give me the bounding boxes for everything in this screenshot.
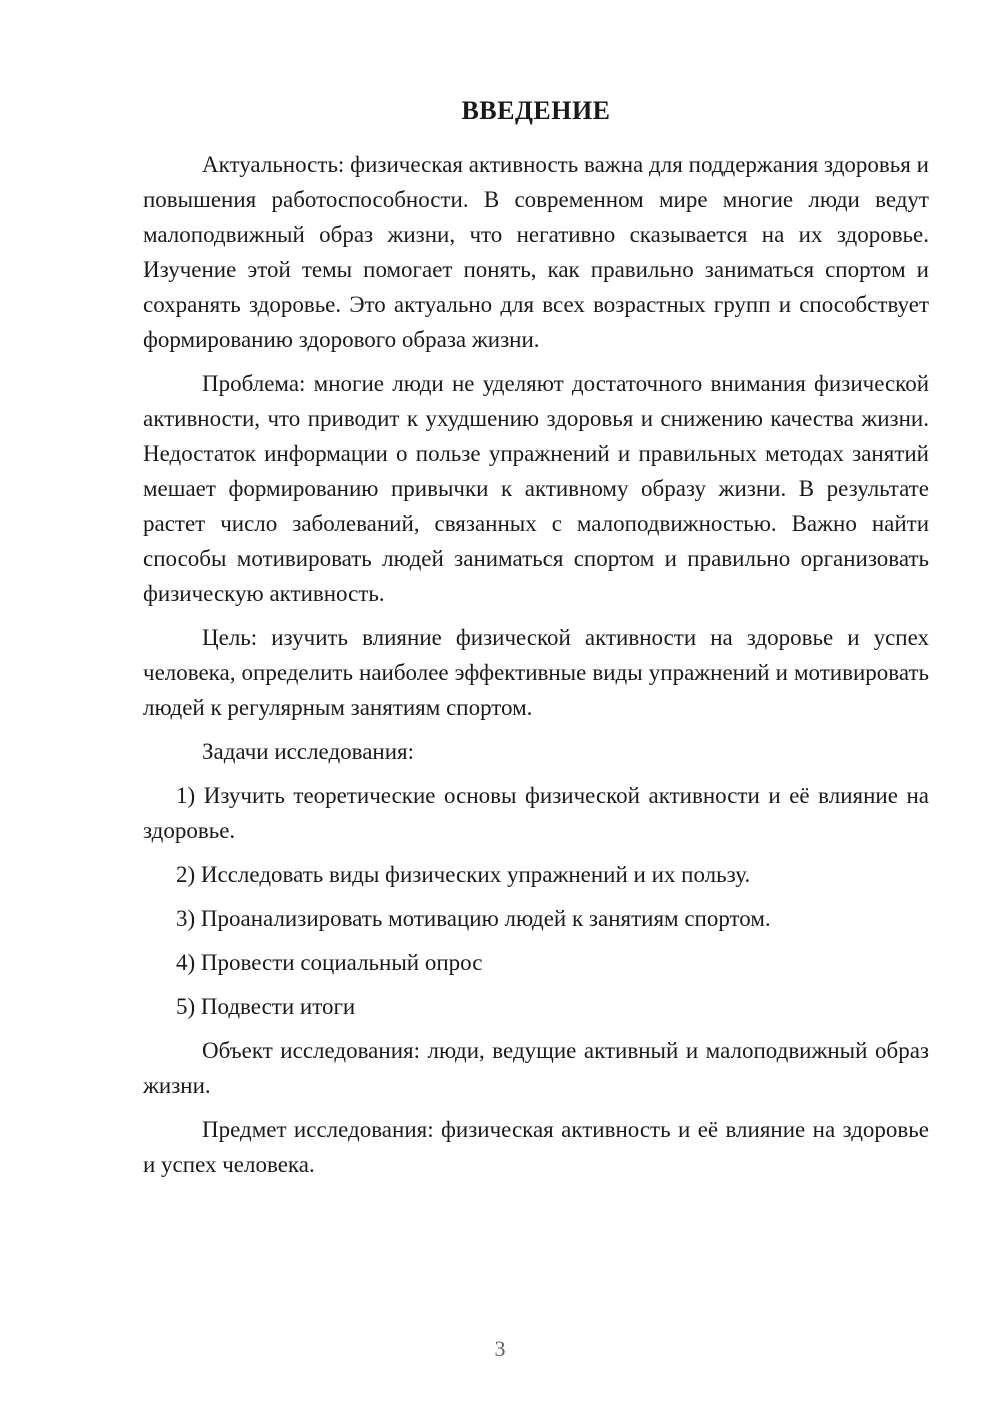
paragraph-tasks-heading: Задачи исследования: (202, 739, 415, 764)
section-title: ВВЕДЕНИЕ (461, 96, 611, 125)
task-item-1: 1) Изучить теоретические основы физической активности и её влияние на здоровье. (143, 783, 929, 843)
paragraph-relevance: Актуальность: физическая активность важна для поддержания здоровья и повышения работоспособности. В современном мире многие люди ведут малоподвижный образ жизни, что негативно сказывается на их здоровье. Изучение этой темы помогает понять, как правильно заниматься спортом и сохранять здоровье. Это актуально для всех возрастных групп и способствует формированию здорового образа жизни. (143, 152, 929, 352)
paragraph-problem: Проблема: многие люди не уделяют достаточного внимания физической активности, что приводит к ухудшению здоровья и снижению качества жизни. Недостаток информации о пользе упражнений и правильных методах занятий мешает формированию привычки к активному образу жизни. В результате растет число заболеваний, связанных с малоподвижностью. Важно найти способы мотивировать людей заниматься спортом и правильно организовать физическую активность. (143, 371, 929, 606)
task-item-3: 3) Проанализировать мотивацию людей к занятиям спортом. (176, 906, 771, 931)
task-item-2: 2) Исследовать виды физических упражнений и их пользу. (176, 862, 751, 887)
paragraph-research-subject: Предмет исследования: физическая активность и её влияние на здоровье и успех человека. (143, 1117, 929, 1177)
task-item-5: 5) Подвести итоги (176, 994, 356, 1019)
page-number: 3 (494, 1336, 506, 1361)
paragraph-goal: Цель: изучить влияние физической активности на здоровье и успех человека, определить наиболее эффективные виды упражнений и мотивировать людей к регулярным занятиям спортом. (143, 625, 929, 720)
task-item-4: 4) Провести социальный опрос (176, 950, 483, 975)
paragraph-research-object: Объект исследования: люди, ведущие активный и малоподвижный образ жизни. (143, 1038, 929, 1098)
